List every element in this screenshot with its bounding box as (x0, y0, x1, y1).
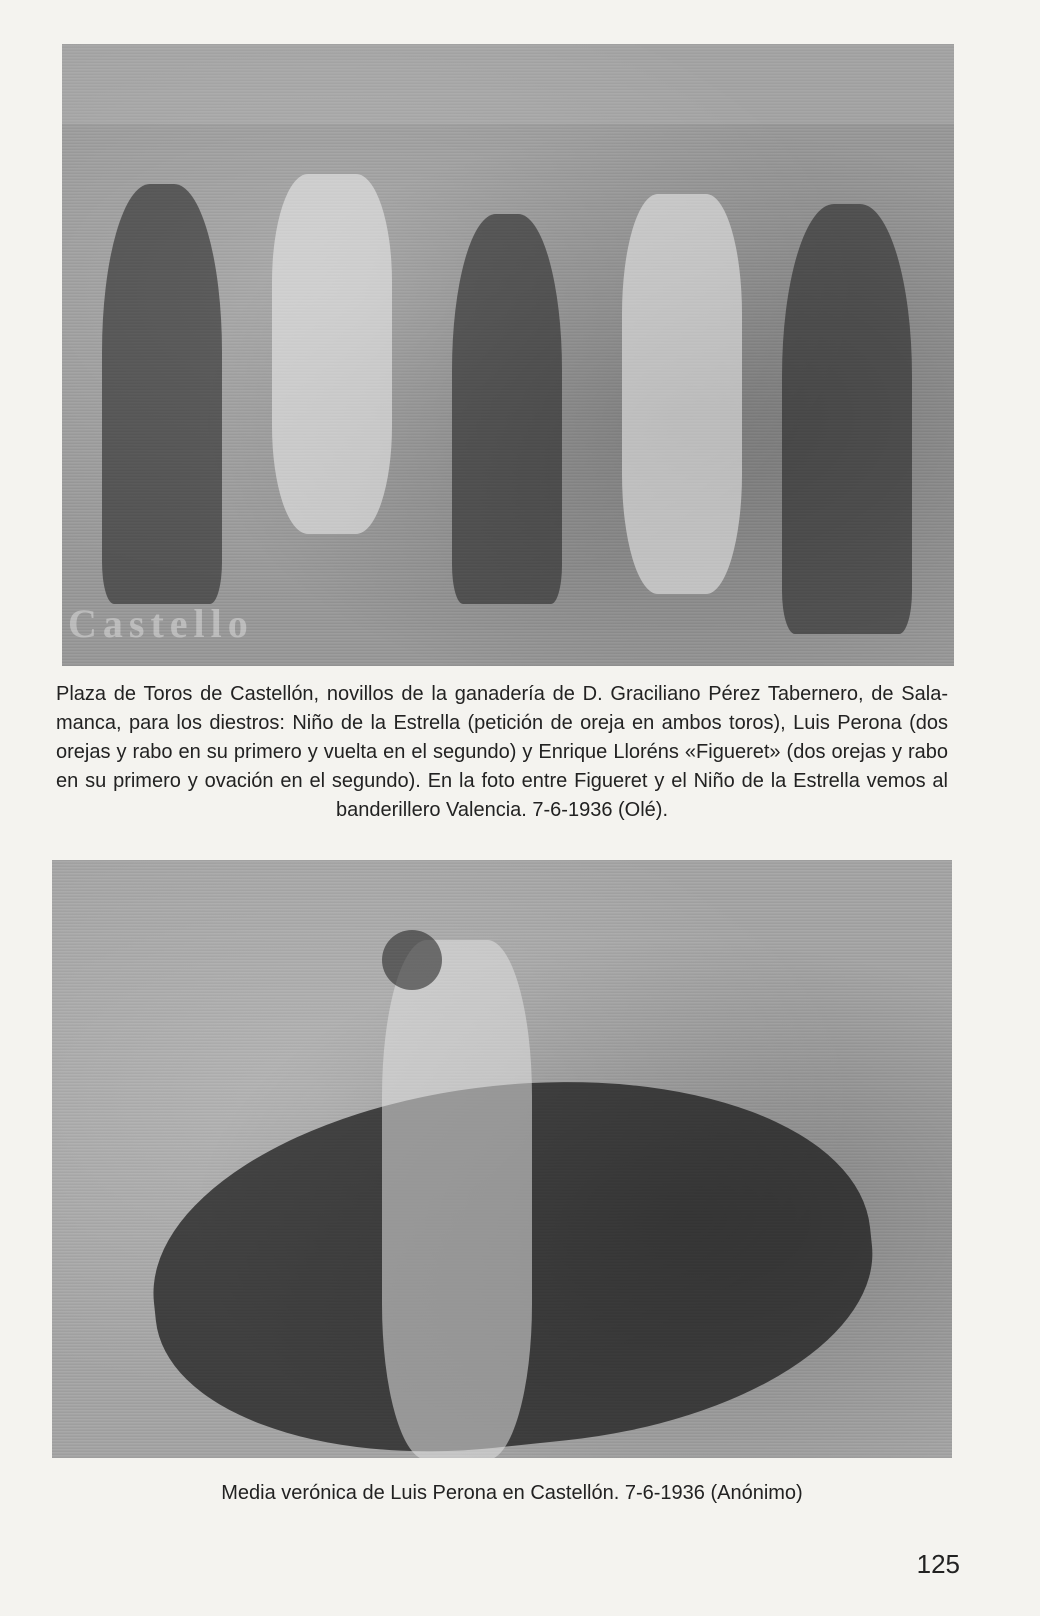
page-number: 125 (916, 1549, 960, 1579)
photo-bullfighters-parade (62, 44, 954, 666)
photo-watermark: Castello (68, 601, 254, 646)
photo-media-veronica (52, 860, 952, 1458)
photo-caption-bottom: Media verónica de Luis Perona en Castellón. 7-6-1936 (Anónimo) (221, 1482, 803, 1504)
photo-caption-top: Plaza de Toros de Castellón, novillos de la ganadería de D. Graciliano Pérez Tabernero, de Sala-manca, para los diestros: Niño de la Estrella (petición de oreja en ambos toros), Luis Perona (dos orejas y rabo en su primero y vuelta en el segundo) y Enrique Lloréns «Figueret» (dos orejas y rabo en su primero y ovación en el segundo). En la foto entre Figueret y el Niño de la Estrella vemos al banderillero Valencia. 7-6-1936 (Olé). (56, 683, 948, 821)
